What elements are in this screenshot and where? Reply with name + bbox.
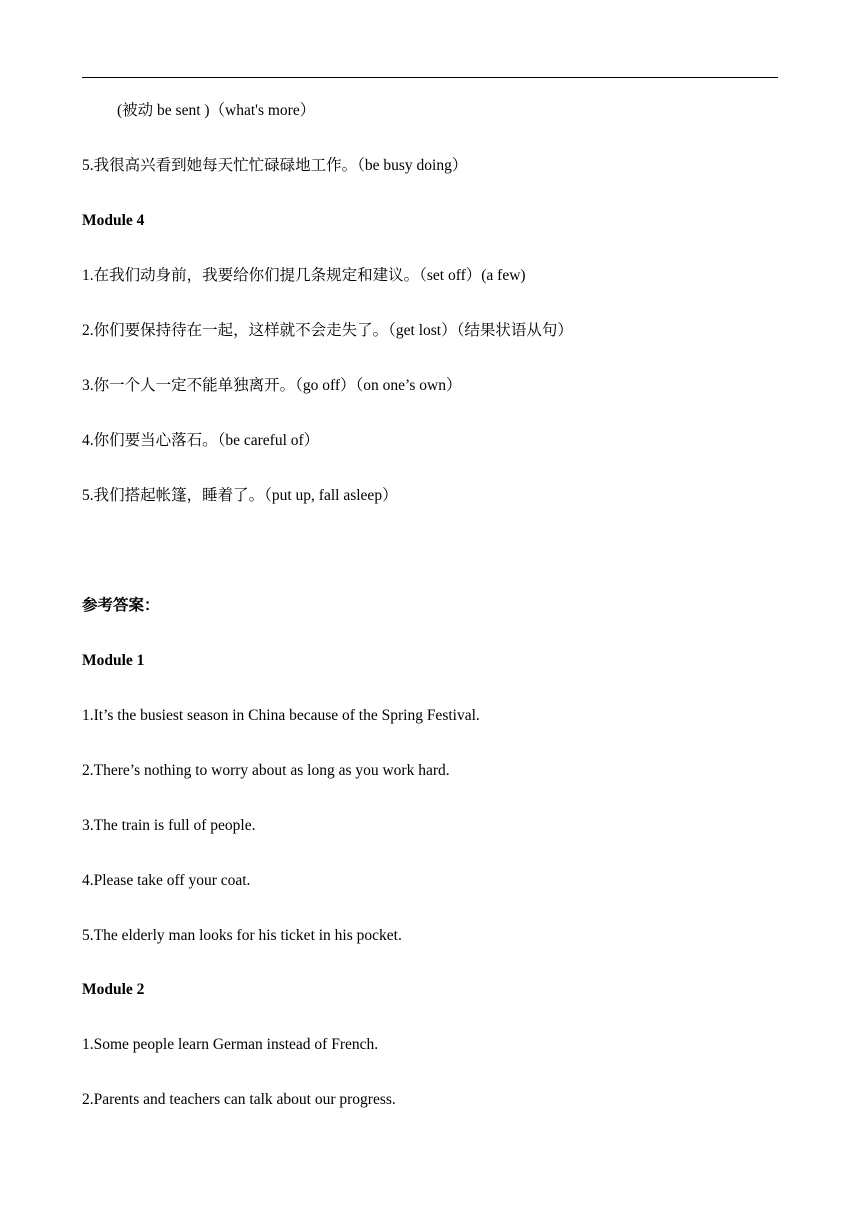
list-item: 1.It’s the busiest season in China because of the Spring Festival. (82, 707, 480, 724)
section-heading-module-2: Module 2 (82, 981, 145, 998)
section-heading-module-4: Module 4 (82, 212, 145, 229)
list-item: 2.There’s nothing to worry about as long as you work hard. (82, 762, 450, 779)
list-item: 4.Please take off your coat. (82, 872, 251, 889)
continuation-line: (被动 be sent )（what's more） (117, 102, 316, 119)
answers-heading: 参考答案： (82, 597, 160, 614)
list-item: 4.你们要当心落石。（be careful of） (82, 432, 320, 449)
list-item: 2.Parents and teachers can talk about our progress. (82, 1091, 396, 1108)
list-item: 3.你一个人一定不能单独离开。（go off）（on one’s own） (82, 377, 462, 394)
list-item: 2.你们要保持待在一起，这样就不会走失了。（get lost）（结果状语从句） (82, 322, 573, 339)
list-item: 5.我很高兴看到她每天忙忙碌碌地工作。（be busy doing） (82, 157, 468, 174)
list-item: 3.The train is full of people. (82, 817, 256, 834)
header-rule (82, 77, 778, 78)
list-item: 5.The elderly man looks for his ticket in his pocket. (82, 927, 402, 944)
list-item: 1.Some people learn German instead of French. (82, 1036, 379, 1053)
list-item: 5.我们搭起帐篷，睡着了。（put up, fall asleep） (82, 487, 398, 504)
list-item: 1.在我们动身前，我要给你们提几条规定和建议。（set off）(a few) (82, 267, 526, 284)
section-heading-module-1: Module 1 (82, 652, 145, 669)
